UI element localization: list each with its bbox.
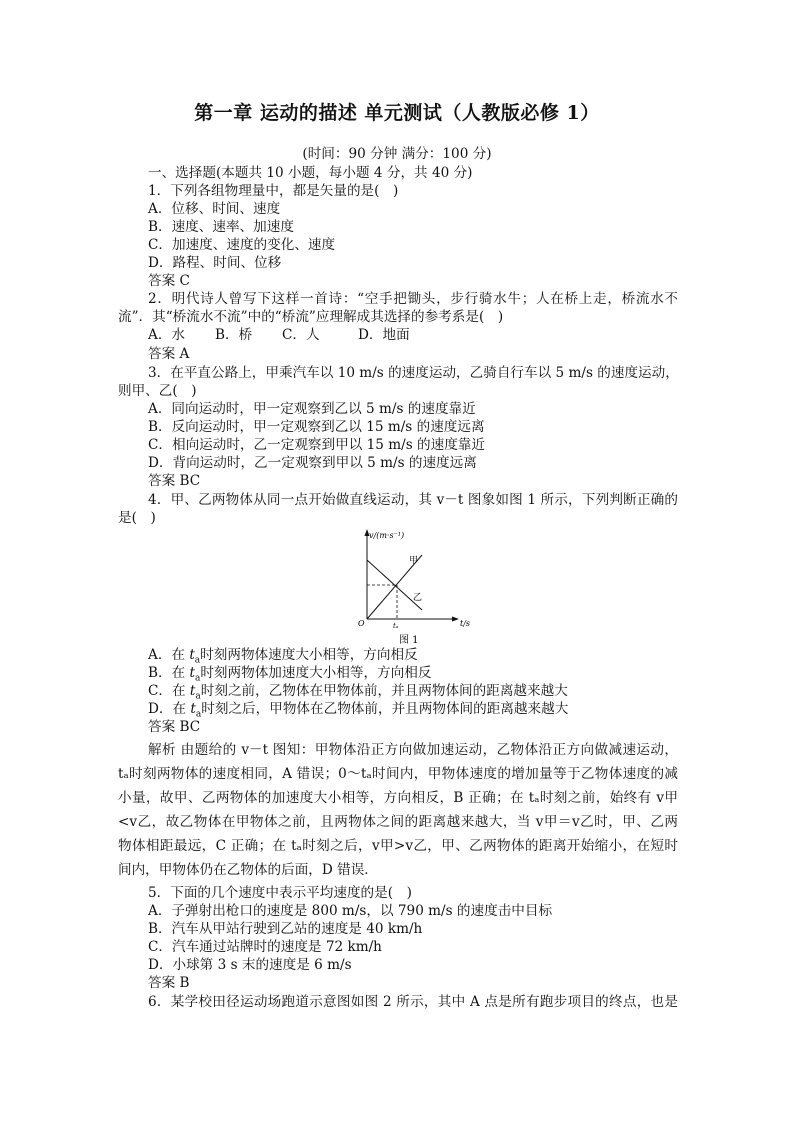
line-jia-label: 甲 <box>409 556 419 566</box>
q2-stem-line2: 流”．其“桥流水不流”中的“桥流”应理解成其选择的参考系是( ) <box>118 309 504 325</box>
q4-analysis-line1: 解析 由题给的 v－t 图知：甲物体沿正方向做加速运动，乙物体沿正方向做减速运动， <box>148 742 678 758</box>
section-heading: 一、选择题(本题共 10 小题，每小题 4 分，共 40 分) <box>148 165 473 181</box>
q1-stem: 1．下列各组物理量中，都是矢量的是( ) <box>148 183 399 199</box>
q2-option-d: D．地面 <box>358 327 410 343</box>
q4-analysis-line6: 间内，甲物体仍在乙物体的后面，D 错误． <box>118 862 378 878</box>
q4-option-b: B．在 $t_a$时刻两物体加速度大小相等，方向相反 <box>148 665 432 684</box>
q3-option-b: B．反向运动时，甲一定观察到乙以 15 m/s 的速度远离 <box>148 419 485 435</box>
line-yi-label: 乙 <box>413 593 423 603</box>
x-axis-arrow <box>452 617 459 622</box>
q4-stem-line1: 4．甲、乙两物体从同一点开始做直线运动，其 v－t 图象如图 1 所示，下列判断正确的 <box>148 492 678 508</box>
q5-option-c: C．汽车通过站牌时的速度是 72 km/h <box>148 939 382 955</box>
q5-option-a: A．子弹射出枪口的速度是 800 m/s，以 790 m/s 的速度击中目标 <box>148 903 553 919</box>
q2-option-b: B．桥 <box>215 327 253 343</box>
q1-option-b: B．速度、速率、加速度 <box>148 219 294 235</box>
q4-analysis-line4: <v乙，故乙物体在甲物体之前，且两物体之间的距离越来越大，当 v甲＝v乙时，甲、乙两 <box>118 814 678 830</box>
q5-option-d: D．小球第 3 s 末的速度是 6 m/s <box>148 957 352 973</box>
q3-stem-line2: 则甲、乙( ) <box>118 383 197 399</box>
q4-option-c: C．在 $t_a$时刻之前，乙物体在甲物体前，并且两物体间的距离越来越大 <box>148 683 568 702</box>
y-axis-label: v/(m·s⁻¹) <box>369 531 405 540</box>
q1-option-d: D．路程、时间、位移 <box>148 255 282 271</box>
q3-option-a: A．同向运动时，甲一定观察到乙以 5 m/s 的速度靠近 <box>148 401 476 417</box>
q3-option-c: C．相向运动时，乙一定观察到甲以 15 m/s 的速度靠近 <box>148 437 485 453</box>
q4-answer: 答案 BC <box>148 719 201 735</box>
q4-stem-line2: 是( ) <box>118 510 156 526</box>
q5-stem: 5．下面的几个速度中表示平均速度的是( ) <box>148 885 412 901</box>
q3-answer: 答案 BC <box>148 473 201 489</box>
figure-caption: 图 1 <box>399 635 419 646</box>
q2-option-c: C．人 <box>282 327 320 343</box>
q2-stem-line1: 2．明代诗人曾写下这样一首诗：“空手把锄头，步行骑水牛；人在桥上走，桥流水不 <box>148 291 678 307</box>
origin-label: O <box>358 619 365 628</box>
q5-answer: 答案 B <box>148 975 190 991</box>
ta-tick-label: tₐ <box>393 622 399 630</box>
q4-analysis-line3: 小量，故甲、乙两物体的加速度大小相等，方向相反，B 正确；在 tₐ时刻之前，始终有 v甲 <box>118 790 678 806</box>
x-axis-label: t/s <box>460 619 471 628</box>
q2-answer: 答案 A <box>148 346 190 362</box>
vt-graph-figure <box>355 525 475 650</box>
q5-option-b: B．汽车从甲站行驶到乙站的速度是 40 km/h <box>148 921 423 937</box>
q4-option-d: D．在 $t_a$时刻之后，甲物体在乙物体前，并且两物体间的距离越来越大 <box>148 701 569 720</box>
q1-option-a: A．位移、时间、速度 <box>148 201 281 217</box>
q1-option-c: C．加速度、速度的变化、速度 <box>148 237 336 253</box>
q3-stem-line1: 3．在平直公路上，甲乘汽车以 10 m/s 的速度运动，乙骑自行车以 5 m/s 的速度运动， <box>148 365 679 381</box>
q3-option-d: D．背向运动时，乙一定观察到甲以 5 m/s 的速度远离 <box>148 455 477 471</box>
exam-info: (时间：90 分钟 满分：100 分) <box>302 146 492 162</box>
q6-stem-line1: 6．某学校田径运动场跑道示意图如图 2 所示，其中 A 点是所有跑步项目的终点，也是 <box>148 994 678 1010</box>
q4-analysis-line2: tₐ时刻两物体的速度相同，A 错误；0～tₐ时间内，甲物体速度的增加量等于乙物体速度的减 <box>118 766 678 782</box>
q1-answer: 答案 C <box>148 273 190 289</box>
q4-option-a: A．在 $t_a$时刻两物体速度大小相等，方向相反 <box>148 647 418 666</box>
page-title: 第一章 运动的描述 单元测试（人教版必修 1） <box>194 102 600 124</box>
q2-option-a: A．水 <box>148 327 186 343</box>
q4-analysis-line5: 物体相距最远，C 正确；在 tₐ时刻之后，v甲>v乙，甲、乙两物体的距离开始缩小，在短时 <box>118 838 678 854</box>
